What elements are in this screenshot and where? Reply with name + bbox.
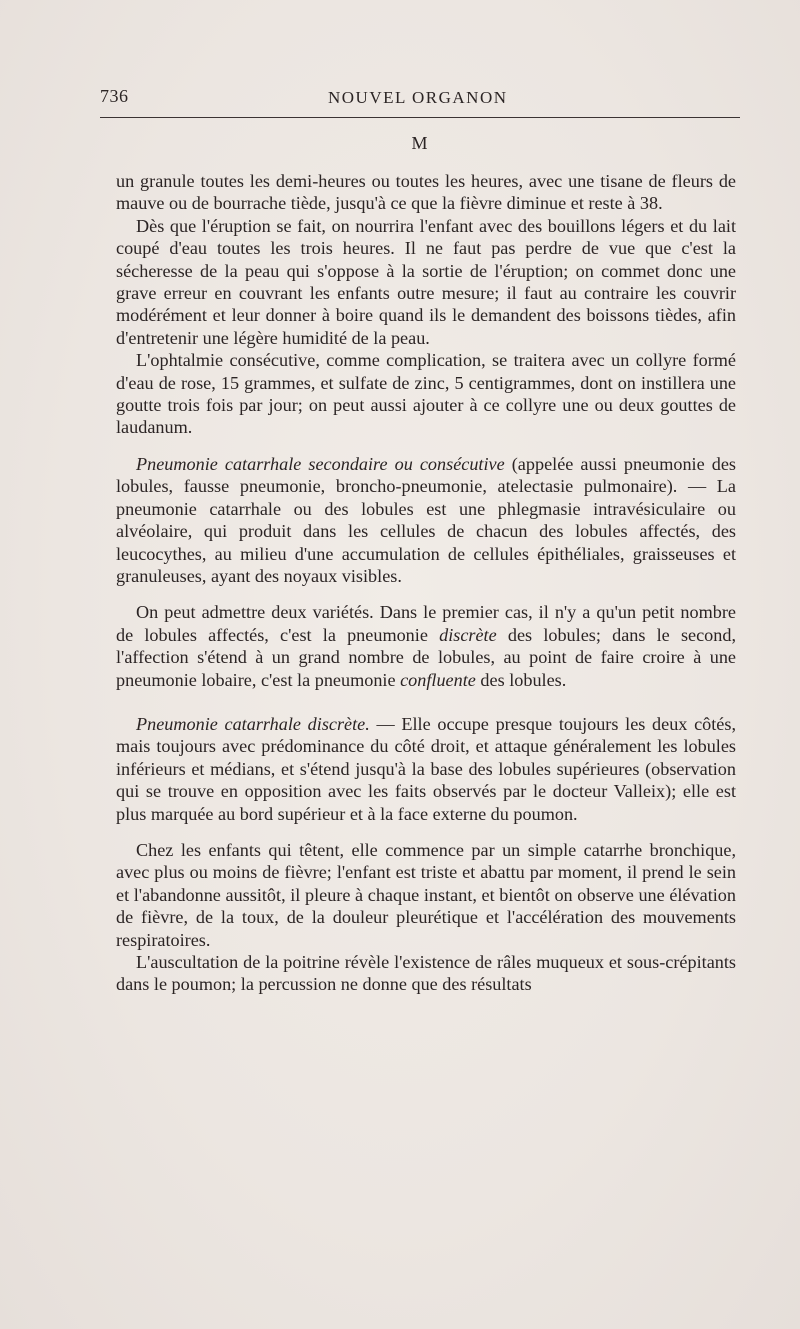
paragraph-auscultation: L'auscultation de la poitrine révèle l'existence de râles muqueux et sous-crépitants dans le poumon; la percussion ne donne que des résultats — [116, 952, 736, 995]
page-header — [100, 86, 740, 110]
section-letter: M — [411, 133, 429, 153]
paragraph-eruption-care: Dès que l'éruption se fait, on nourrira l'enfant avec des bouillons légers et du lait coupé d'eau toutes les trois heures. Il ne faut pas perdre de vue que c'est la sécheresse de la peau qui s'oppose à la sortie de l'éruption; on commet donc une grave erreur en couvrant les enfants outre mesure; il faut au contraire les couvrir modérément et leur donner à boire quand ils le demandent des boissons tièdes, afin d'entretenir une légère humidité de la peau. — [116, 215, 736, 348]
header-rule — [100, 117, 740, 118]
paragraph-two-varieties — [116, 601, 736, 691]
paragraph-ophthalmia: L'ophtalmie consécutive, comme complication, se traitera avec un collyre formé d'eau de rose, 15 grammes, et sulfate de zinc, 5 centigrammes, dont on instillera une goutte trois fois par jour; on peut aussi ajouter à ce collyre une ou deux gouttes de laudanum. — [116, 350, 736, 438]
term-discrete: discrète — [439, 624, 497, 645]
page-number: 736 — [100, 86, 129, 106]
paragraph-nursing-infants: Chez les enfants qui têtent, elle commence par un simple catarrhe bronchique, avec plus ou moins de fièvre; l'enfant est triste et abattu par moment, il prend le sein et l'abandonne aussitôt, il pleure à chaque instant, et bientôt on observe une élévation de fièvre, de la toux, de la douleur pleurétique et l'accélération des mouvements respiratoires. — [116, 839, 736, 950]
paragraph-text: des lobules. — [475, 669, 567, 690]
paragraph-discrete-pneumonia — [116, 713, 736, 825]
heading-catarrhal-pneumonia: Pneumonie catarrhale secondaire ou consécutive — [136, 453, 505, 474]
paragraph-treatment-continued: un granule toutes les demi-heures ou toutes les heures, avec une tisane de fleurs de mauve ou de bourrache tiède, jusqu'à ce que la fièvre diminue et reste à 38. — [116, 171, 736, 214]
heading-discrete-pneumonia: Pneumonie catarrhale discrète. — [136, 713, 370, 734]
term-confluent: confluente — [400, 669, 476, 690]
running-title: NOUVEL ORGANON — [328, 88, 508, 107]
paragraph-pneumonia-definition — [116, 453, 736, 587]
paragraph-text: On peut admettre deux variétés. Dans le premier cas, il n'y a qu'un petit nombre de lobules affectés, c'est la pneumonie — [116, 602, 736, 645]
paragraph-text: des lobules; dans le second, l'affection s'étend à un grand nombre de lobules, au point de faire croire à une pneumonie lobaire, c'est la pneumonie — [116, 624, 736, 690]
paragraph-text: — Elle occupe presque toujours les deux côtés, mais toujours avec prédominance du côté droit, et attaque généralement les lobules inférieurs et médians, et s'étend jusqu'à la base des lobules supérieures (observation qui se trouve en opposition avec les faits observés par le docteur Valleix); elle est plus marquée au bord supérieur et à la face externe du poumon. — [116, 713, 737, 824]
body-text — [116, 170, 736, 996]
paragraph-text: (appelée aussi pneumonie des lobules, fausse pneumonie, broncho-pneumonie, atelectasie pulmonaire). — La pneumonie catarrhale ou des lobules est une phlegmasie intravésiculaire ou alvéolaire, qui produit dans les cellules de chacun des lobules affectés, des leucocythes, au milieu d'une accumulation de cellules épithéliales, graisseuses et granuleuses, ayant des noyaux visibles. — [116, 453, 736, 586]
